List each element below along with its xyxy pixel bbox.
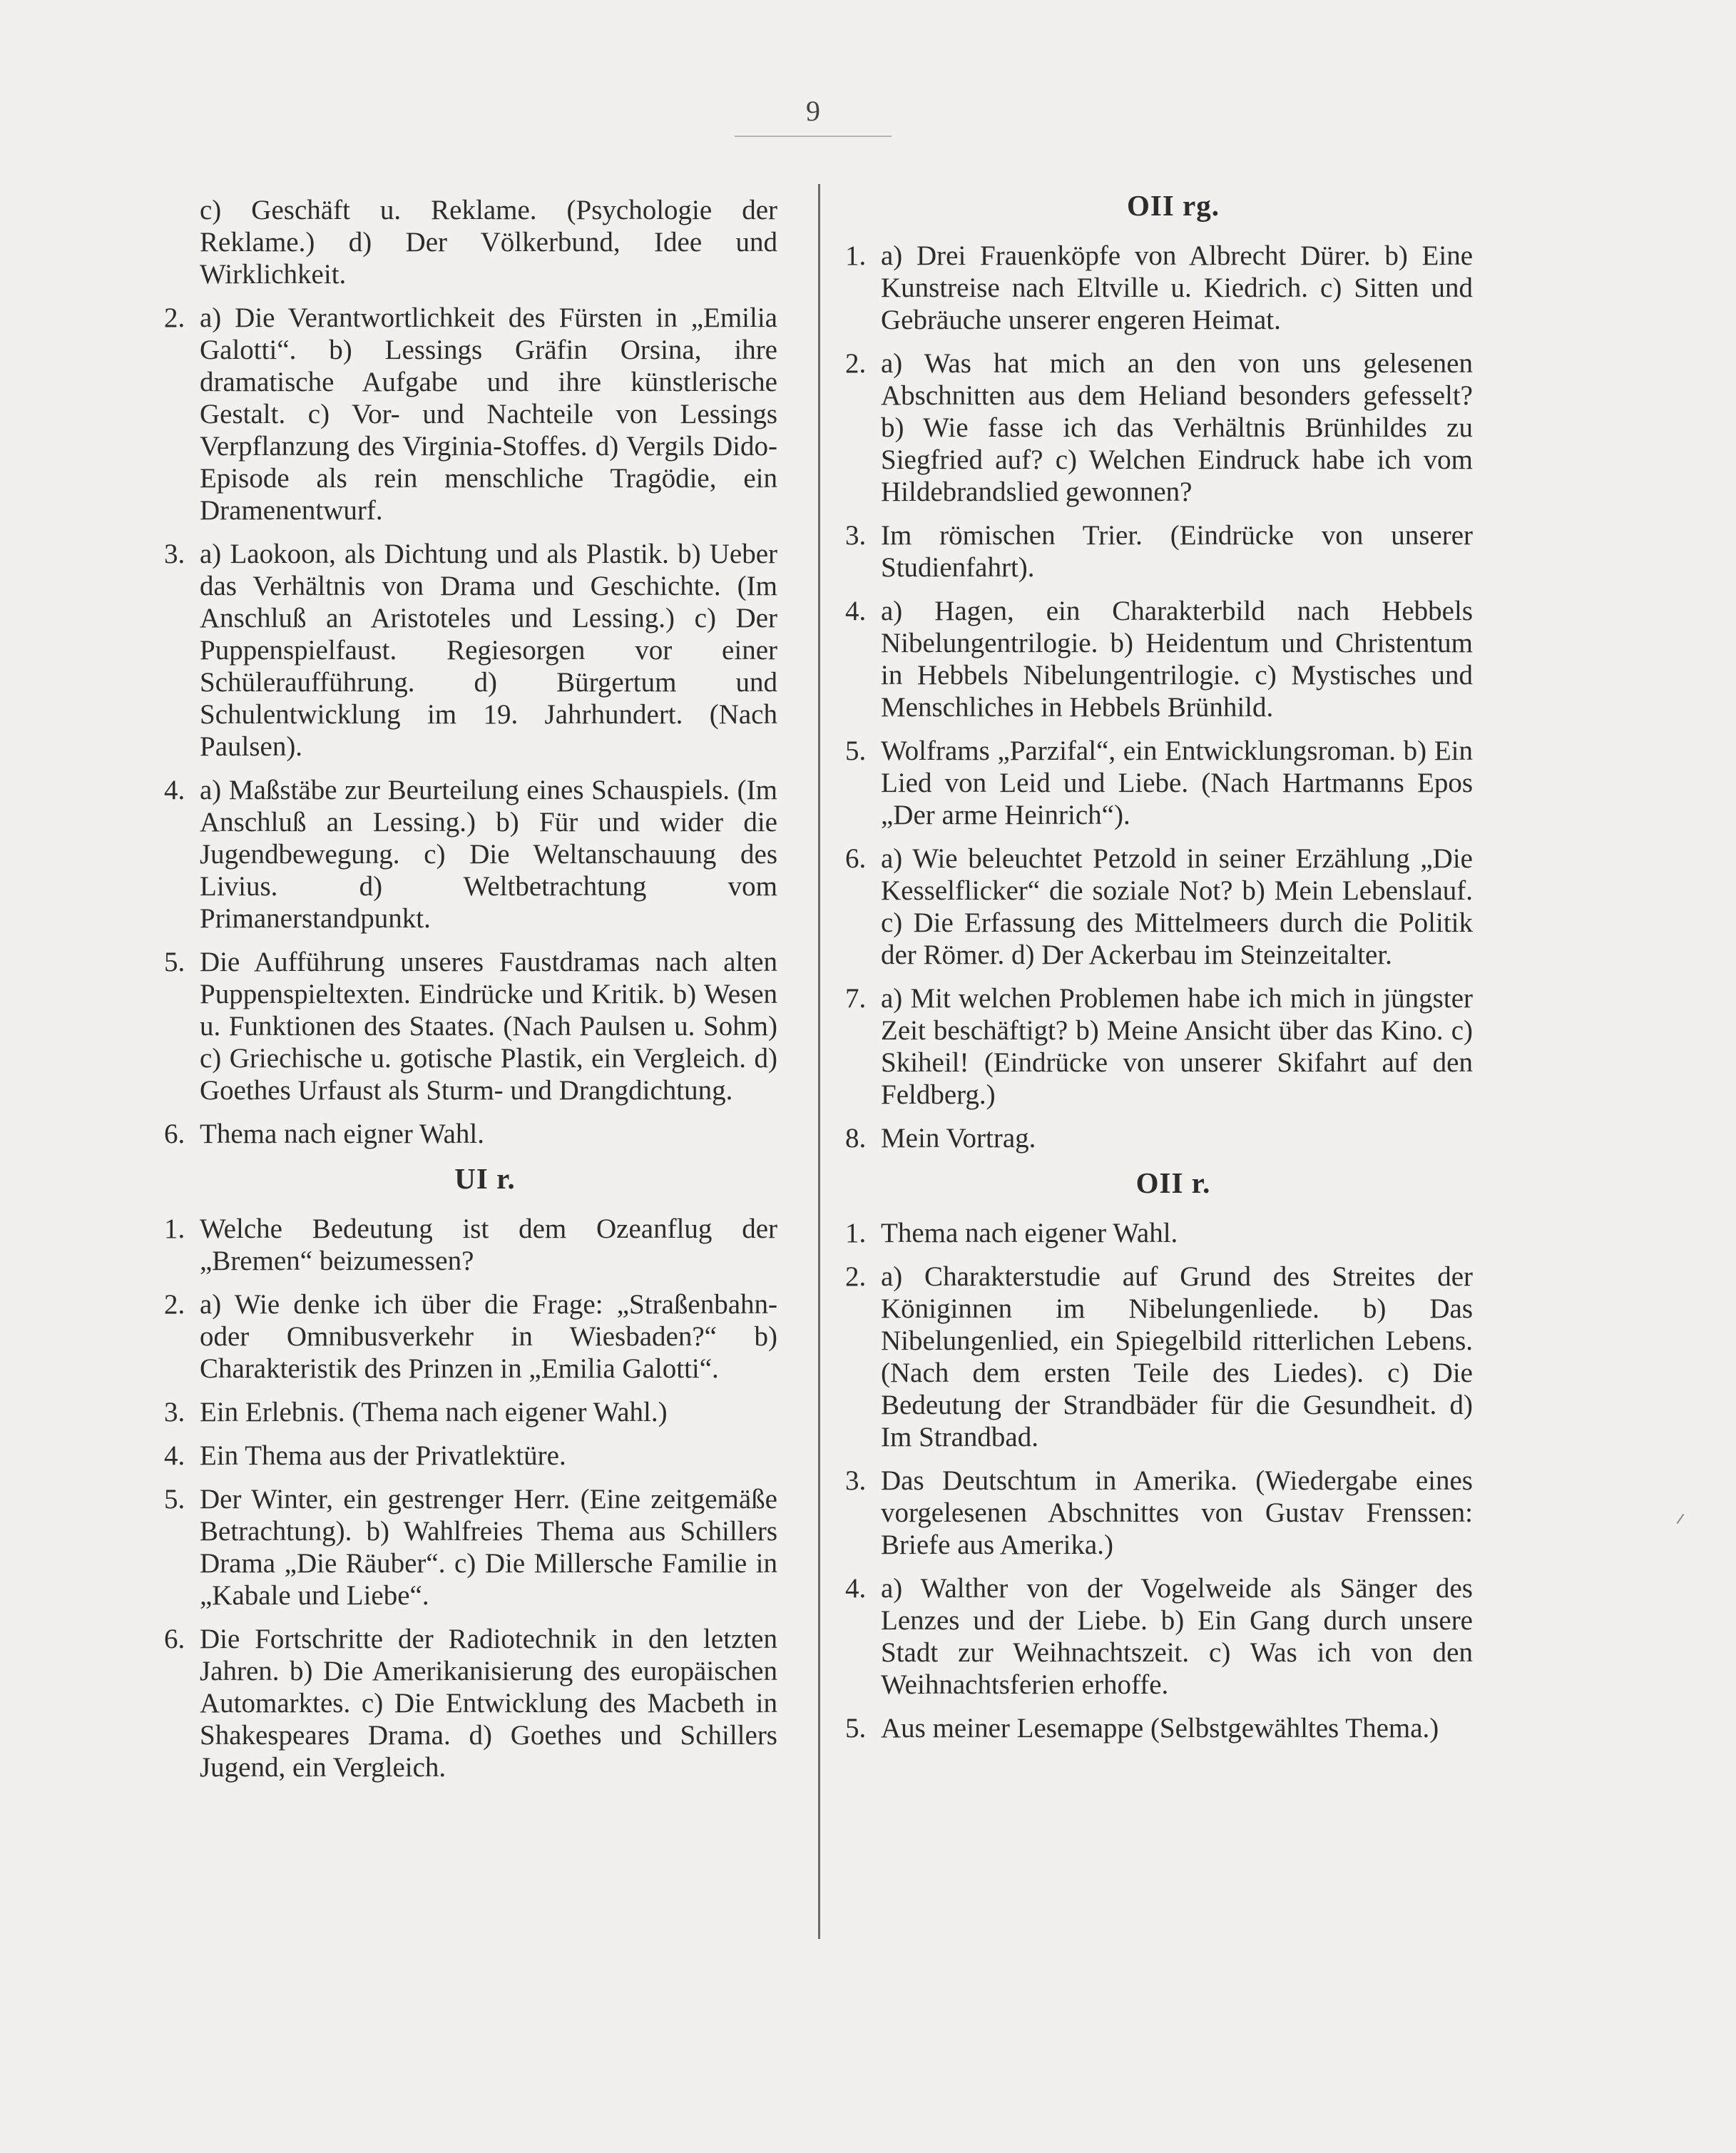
section-heading-oii-r: OII r. xyxy=(1135,1166,1211,1199)
list-item xyxy=(845,982,1473,1111)
item-number: 2. xyxy=(845,1261,867,1292)
list-item xyxy=(164,946,777,1106)
list-item xyxy=(845,1712,1473,1744)
item-number: 2. xyxy=(845,348,867,379)
list-item xyxy=(164,1396,777,1428)
item-number: 3. xyxy=(164,539,185,569)
item-text: Das Deutschtum in Amerika. (Wiedergabe eines vorgelesenen Abschnittes von Gustav Frenssen: Briefe aus Amerika.) xyxy=(881,1465,1473,1560)
list-item xyxy=(164,302,777,526)
item-number: 6. xyxy=(164,1119,185,1149)
item-number: 4. xyxy=(845,596,867,626)
item-text: a) Laokoon, als Dichtung und als Plastik. b) Ueber das Verhältnis von Drama und Geschichte. (Im Anschluß an Aristoteles und Lessing.) c) Der Puppenspielfaust. Regiesorgen vor einer Schüleraufführung. d) Bürgertum und Schulentwicklung im 19. Jahrhundert. (Nach Paulsen). xyxy=(200,539,777,762)
item-text: Im römischen Trier. (Eindrücke von unserer Studienfahrt). xyxy=(881,520,1473,583)
list-item xyxy=(164,1213,777,1277)
list-item xyxy=(164,774,777,935)
item-text: Thema nach eigner Wahl. xyxy=(200,1119,484,1149)
item-text: Thema nach eigener Wahl. xyxy=(881,1218,1178,1248)
item-text: a) Maßstäbe zur Beurteilung eines Schauspiels. (Im Anschluß an Lessing.) b) Für und wider die Jugendbewegung. c) Die Weltanschauung des Livius. d) Weltbetrachtung vom Primanerstandpunkt. xyxy=(200,775,777,934)
item-text: a) Mit welchen Problemen habe ich mich in jüngster Zeit beschäftigt? b) Meine Ansicht über das Kino. c) Skiheil! (Eindrücke von unserer Skifahrt auf den Feldberg.) xyxy=(881,983,1473,1110)
column-divider xyxy=(818,184,820,1939)
item-number: 3. xyxy=(164,1397,185,1427)
item-text: a) Walther von der Vogelweide als Sänger des Lenzes und der Liebe. b) Ein Gang durch unsere Stadt zur Weihnachtszeit. c) Was ich von den Weihnachtsferien erhoffe. xyxy=(881,1573,1473,1700)
list-item xyxy=(845,735,1473,831)
left-intro-paragraph: c) Geschäft u. Reklame. (Psychologie der Reklame.) d) Der Völkerbund, Idee und Wirklichkeit. xyxy=(200,195,777,290)
item-text: Aus meiner Lesemappe (Selbstgewähltes Thema.) xyxy=(881,1713,1439,1744)
item-number: 2. xyxy=(164,1289,185,1320)
item-text: Die Aufführung unseres Faustdramas nach alten Puppenspieltexten. Eindrücke und Kritik. b) Wesen u. Funktionen des Staates. (Nach Paulsen u. Sohm) c) Griechische u. gotische Plastik, ein Vergleich. d) Goethes Urfaust als Sturm- und Drangdichtung. xyxy=(200,947,777,1106)
list-item xyxy=(845,240,1473,336)
right-column xyxy=(845,189,1473,1756)
list-item xyxy=(845,595,1473,723)
list-item xyxy=(845,1217,1473,1249)
item-number: 7. xyxy=(845,983,867,1014)
item-text: a) Die Verantwortlichkeit des Fürsten in „Emilia Galotti“. b) Lessings Gräfin Orsina, ihre dramatische Aufgabe und ihre künstlerische Gestalt. c) Vor- und Nachteile von Lessings Verpflanzung des Virginia-Stoffes. d) Vergils Dido-Episode als rein menschliche Tragödie, ein Dramenentwurf. xyxy=(200,302,777,526)
item-number: 3. xyxy=(845,520,867,551)
item-number: 6. xyxy=(164,1624,185,1654)
list-item xyxy=(845,519,1473,584)
page-number-rule xyxy=(735,136,892,137)
stray-pen-mark xyxy=(1677,1514,1685,1524)
item-number: 4. xyxy=(845,1573,867,1604)
item-text: a) Drei Frauenköpfe von Albrecht Dürer. b) Eine Kunstreise nach Eltville u. Kiedrich. c) Sitten und Gebräuche unserer engeren Heimat. xyxy=(881,240,1473,335)
item-text: Mein Vortrag. xyxy=(881,1123,1036,1154)
section-heading-ui-r: UI r. xyxy=(454,1162,516,1195)
list-item xyxy=(845,1261,1473,1453)
list-item xyxy=(164,1623,777,1783)
item-number: 5. xyxy=(164,947,185,977)
list-item xyxy=(845,1465,1473,1561)
list-item xyxy=(845,1572,1473,1701)
item-text: Der Winter, ein gestrenger Herr. (Eine zeitgemäße Betrachtung). b) Wahlfreies Thema aus Schillers Drama „Die Räuber“. c) Die Millersche Familie in „Kabale und Liebe“. xyxy=(200,1484,777,1611)
item-text: Ein Thema aus der Privatlektüre. xyxy=(200,1440,566,1471)
item-text: Wolframs „Parzifal“, ein Entwicklungsroman. b) Ein Lied von Leid und Liebe. (Nach Hartmanns Epos „Der arme Heinrich“). xyxy=(881,736,1473,830)
item-number: 5. xyxy=(845,1713,867,1744)
item-number: 2. xyxy=(164,302,185,333)
list-item xyxy=(164,1440,777,1472)
item-number: 5. xyxy=(845,736,867,766)
list-item xyxy=(845,843,1473,971)
list-item xyxy=(164,1483,777,1612)
list-item xyxy=(164,1118,777,1150)
item-text: Welche Bedeutung ist dem Ozeanflug der „Bremen“ beizumessen? xyxy=(200,1213,777,1276)
item-number: 1. xyxy=(845,240,867,271)
item-number: 6. xyxy=(845,843,867,874)
list-item xyxy=(164,1288,777,1385)
item-text: a) Hagen, ein Charakterbild nach Hebbels Nibelungentrilogie. b) Heidentum und Christentum in Hebbels Nibelungentrilogie. c) Mystisches und Menschliches in Hebbels Brünhild. xyxy=(881,596,1473,723)
item-text: Die Fortschritte der Radiotechnik in den letzten Jahren. b) Die Amerikanisierung des europäischen Automarktes. c) Die Entwicklung des Macbeth in Shakespeares Drama. d) Goethes und Schillers Jugend, ein Vergleich. xyxy=(200,1624,777,1783)
item-text: a) Charakterstudie auf Grund des Streites der Königinnen im Nibelungenliede. b) Das Nibelungenlied, ein Spiegelbild ritterlichen Lebens. (Nach dem ersten Teile des Liedes). c) Die Bedeutung der Strandbäder für die Gesundheit. d) Im Strandbad. xyxy=(881,1261,1473,1452)
item-number: 1. xyxy=(845,1218,867,1248)
item-number: 4. xyxy=(164,775,185,805)
list-item xyxy=(845,347,1473,508)
item-number: 3. xyxy=(845,1465,867,1496)
page-number: 9 xyxy=(806,95,820,127)
section-heading-oii-rg: OII rg. xyxy=(1127,189,1220,222)
list-item xyxy=(845,1122,1473,1154)
item-text: a) Was hat mich an den von uns gelesenen Abschnitten aus dem Heliand besonders gefesselt? b) Wie fasse ich das Verhältnis Brünhildes zu Siegfried auf? c) Welchen Eindruck habe ich vom Hildebrandslied gewonnen? xyxy=(881,348,1473,507)
item-number: 5. xyxy=(164,1484,185,1515)
item-number: 1. xyxy=(164,1213,185,1244)
item-text: a) Wie beleuchtet Petzold in seiner Erzählung „Die Kesselflicker“ die soziale Not? b) Mein Lebenslauf. c) Die Erfassung des Mittelmeers durch die Politik der Römer. d) Der Ackerbau im Steinzeitalter. xyxy=(881,843,1473,970)
item-text: a) Wie denke ich über die Frage: „Straßenbahn- oder Omnibusverkehr in Wiesbaden?“ b) Charakteristik des Prinzen in „Emilia Galotti“. xyxy=(200,1289,777,1384)
item-number: 8. xyxy=(845,1123,867,1154)
list-item xyxy=(164,538,777,763)
left-column xyxy=(164,194,777,1795)
item-number: 4. xyxy=(164,1440,185,1471)
item-text: Ein Erlebnis. (Thema nach eigener Wahl.) xyxy=(200,1397,668,1427)
